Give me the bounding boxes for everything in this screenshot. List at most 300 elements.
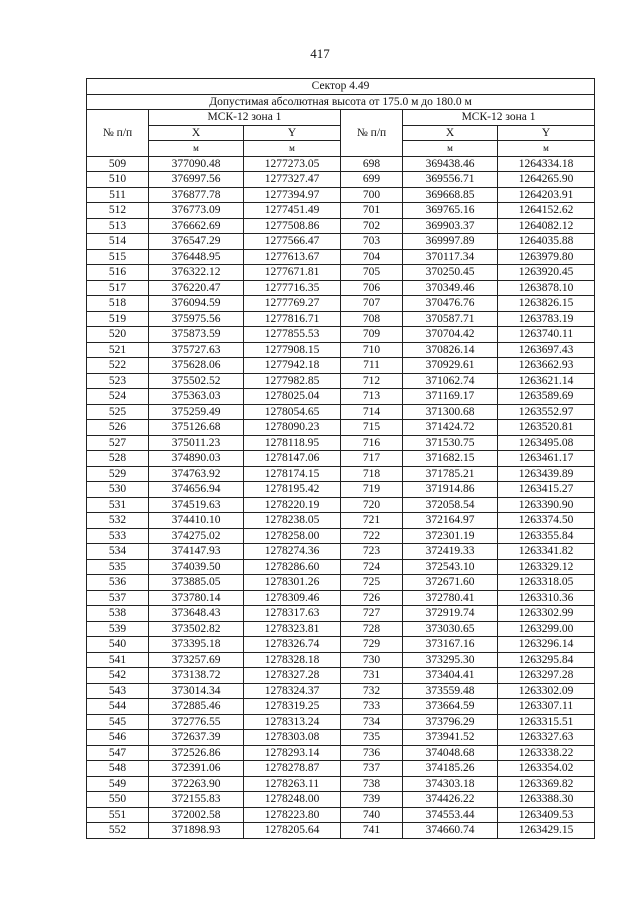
table-row [87, 218, 595, 234]
page-number: 417 [310, 46, 330, 61]
y-value-left: 1278147.06 [244, 451, 341, 467]
y-value-left: 1277908.15 [244, 342, 341, 358]
point-number-right: 707 [341, 296, 403, 312]
x-value-right: 373295.30 [403, 652, 498, 668]
x-value-right: 369556.71 [403, 172, 498, 188]
table-row [87, 311, 595, 327]
point-number-right: 735 [341, 730, 403, 746]
y-value-right: 1263461.17 [498, 451, 595, 467]
x-value-left: 373780.14 [149, 590, 244, 606]
y-header-right: Y [498, 125, 595, 141]
y-value-left: 1278313.24 [244, 714, 341, 730]
point-number-left: 522 [87, 358, 149, 374]
point-number-right: 728 [341, 621, 403, 637]
table-row [87, 792, 595, 808]
y-value-left: 1278301.26 [244, 575, 341, 591]
x-value-left: 373014.34 [149, 683, 244, 699]
point-number-right: 716 [341, 435, 403, 451]
x-value-right: 372543.10 [403, 559, 498, 575]
table-row [87, 451, 595, 467]
y-value-right: 1263307.11 [498, 699, 595, 715]
table-row [87, 420, 595, 436]
y-value-right: 1263429.15 [498, 823, 595, 839]
x-value-right: 373167.16 [403, 637, 498, 653]
y-value-right: 1263621.14 [498, 373, 595, 389]
table-row [87, 652, 595, 668]
x-value-right: 370704.42 [403, 327, 498, 343]
point-number-left: 509 [87, 156, 149, 172]
point-number-left: 523 [87, 373, 149, 389]
x-value-right: 369997.89 [403, 234, 498, 250]
y-value-right: 1263439.89 [498, 466, 595, 482]
point-number-right: 711 [341, 358, 403, 374]
table-row [87, 683, 595, 699]
y-value-right: 1263697.43 [498, 342, 595, 358]
point-number-right: 699 [341, 172, 403, 188]
coordinates-table [86, 78, 595, 839]
y-value-right: 1263369.82 [498, 776, 595, 792]
y-value-left: 1277273.05 [244, 156, 341, 172]
y-value-left: 1277613.67 [244, 249, 341, 265]
y-value-left: 1278248.00 [244, 792, 341, 808]
x-value-left: 374147.93 [149, 544, 244, 560]
y-value-right: 1264203.91 [498, 187, 595, 203]
point-number-right: 708 [341, 311, 403, 327]
y-value-left: 1277769.27 [244, 296, 341, 312]
y-value-right: 1263740.11 [498, 327, 595, 343]
x-value-left: 372002.58 [149, 807, 244, 823]
point-number-right: 713 [341, 389, 403, 405]
x-value-left: 375873.59 [149, 327, 244, 343]
x-value-right: 369903.37 [403, 218, 498, 234]
x-value-right: 371424.72 [403, 420, 498, 436]
x-value-right: 374185.26 [403, 761, 498, 777]
point-number-right: 705 [341, 265, 403, 281]
x-value-left: 375628.06 [149, 358, 244, 374]
y-value-left: 1278293.14 [244, 745, 341, 761]
table-row [87, 404, 595, 420]
x-value-left: 374410.10 [149, 513, 244, 529]
y-value-left: 1278274.36 [244, 544, 341, 560]
point-number-right: 704 [341, 249, 403, 265]
y-value-left: 1278309.46 [244, 590, 341, 606]
point-number-left: 541 [87, 652, 149, 668]
y-value-right: 1263315.51 [498, 714, 595, 730]
x-value-left: 373138.72 [149, 668, 244, 684]
x-value-left: 377090.48 [149, 156, 244, 172]
y-value-right: 1263388.30 [498, 792, 595, 808]
x-value-right: 370476.76 [403, 296, 498, 312]
x-value-left: 375011.23 [149, 435, 244, 451]
table-row [87, 482, 595, 498]
x-value-left: 372155.83 [149, 792, 244, 808]
x-value-left: 376094.59 [149, 296, 244, 312]
y-value-left: 1278195.42 [244, 482, 341, 498]
point-number-right: 729 [341, 637, 403, 653]
point-number-left: 516 [87, 265, 149, 281]
point-number-right: 712 [341, 373, 403, 389]
y-value-left: 1277942.18 [244, 358, 341, 374]
zone-header-right: МСК-12 зона 1 [403, 110, 595, 126]
y-value-right: 1263826.15 [498, 296, 595, 312]
x-value-left: 375363.03 [149, 389, 244, 405]
y-value-right: 1263329.12 [498, 559, 595, 575]
table-row [87, 513, 595, 529]
y-value-left: 1277451.49 [244, 203, 341, 219]
point-number-left: 549 [87, 776, 149, 792]
y-value-right: 1264082.12 [498, 218, 595, 234]
point-number-right: 734 [341, 714, 403, 730]
y-value-left: 1278319.25 [244, 699, 341, 715]
point-number-left: 521 [87, 342, 149, 358]
point-number-right: 720 [341, 497, 403, 513]
zone-header-left: МСК-12 зона 1 [149, 110, 341, 126]
point-number-left: 512 [87, 203, 149, 219]
y-value-right: 1263310.36 [498, 590, 595, 606]
y-value-right: 1263318.05 [498, 575, 595, 591]
point-number-right: 719 [341, 482, 403, 498]
y-value-right: 1264035.88 [498, 234, 595, 250]
point-number-right: 727 [341, 606, 403, 622]
y-value-right: 1263390.90 [498, 497, 595, 513]
point-number-right: 723 [341, 544, 403, 560]
point-number-right: 717 [341, 451, 403, 467]
point-number-right: 715 [341, 420, 403, 436]
y-value-left: 1278238.05 [244, 513, 341, 529]
point-number-right: 698 [341, 156, 403, 172]
table-row [87, 327, 595, 343]
x-value-right: 373941.52 [403, 730, 498, 746]
y-value-left: 1278174.15 [244, 466, 341, 482]
y-value-left: 1277508.86 [244, 218, 341, 234]
point-number-left: 535 [87, 559, 149, 575]
table-row [87, 296, 595, 312]
x-value-left: 375259.49 [149, 404, 244, 420]
y-value-left: 1278054.65 [244, 404, 341, 420]
point-number-left: 534 [87, 544, 149, 560]
y-value-right: 1263415.27 [498, 482, 595, 498]
x-value-left: 376662.69 [149, 218, 244, 234]
point-number-left: 515 [87, 249, 149, 265]
table-row [87, 745, 595, 761]
x-value-right: 374660.74 [403, 823, 498, 839]
y-value-right: 1263520.81 [498, 420, 595, 436]
table-row [87, 544, 595, 560]
x-value-right: 371914.86 [403, 482, 498, 498]
point-number-left: 527 [87, 435, 149, 451]
point-number-left: 525 [87, 404, 149, 420]
x-value-left: 374656.94 [149, 482, 244, 498]
table-body [87, 156, 595, 838]
x-value-left: 372885.46 [149, 699, 244, 715]
y-value-left: 1277671.81 [244, 265, 341, 281]
y-value-right: 1263338.22 [498, 745, 595, 761]
table-row [87, 575, 595, 591]
x-value-left: 376997.56 [149, 172, 244, 188]
point-number-left: 517 [87, 280, 149, 296]
point-number-right: 706 [341, 280, 403, 296]
point-number-left: 513 [87, 218, 149, 234]
x-value-right: 372301.19 [403, 528, 498, 544]
point-number-right: 722 [341, 528, 403, 544]
point-number-left: 536 [87, 575, 149, 591]
y-value-left: 1277394.97 [244, 187, 341, 203]
table-row [87, 699, 595, 715]
x-value-left: 375502.52 [149, 373, 244, 389]
point-number-left: 550 [87, 792, 149, 808]
table-row [87, 590, 595, 606]
table-row [87, 156, 595, 172]
y-value-left: 1278090.23 [244, 420, 341, 436]
x-value-right: 371169.17 [403, 389, 498, 405]
table-row [87, 668, 595, 684]
y-value-left: 1278263.11 [244, 776, 341, 792]
x-value-right: 371785.21 [403, 466, 498, 482]
point-number-left: 511 [87, 187, 149, 203]
point-number-left: 545 [87, 714, 149, 730]
point-number-right: 741 [341, 823, 403, 839]
table-row [87, 234, 595, 250]
x-value-right: 370349.46 [403, 280, 498, 296]
point-number-left: 526 [87, 420, 149, 436]
x-value-right: 373796.29 [403, 714, 498, 730]
y-value-right: 1263355.84 [498, 528, 595, 544]
x-value-left: 375126.68 [149, 420, 244, 436]
table-row [87, 621, 595, 637]
point-number-right: 736 [341, 745, 403, 761]
point-number-left: 532 [87, 513, 149, 529]
x-value-right: 369765.16 [403, 203, 498, 219]
y-value-right: 1263341.82 [498, 544, 595, 560]
y-value-left: 1277327.47 [244, 172, 341, 188]
x-value-left: 376220.47 [149, 280, 244, 296]
point-number-left: 519 [87, 311, 149, 327]
x-value-right: 369438.46 [403, 156, 498, 172]
point-number-right: 739 [341, 792, 403, 808]
x-value-left: 374039.50 [149, 559, 244, 575]
point-number-right: 710 [341, 342, 403, 358]
y-value-right: 1263878.10 [498, 280, 595, 296]
unit-x-left: м [149, 141, 244, 157]
y-value-right: 1263295.84 [498, 652, 595, 668]
point-number-left: 533 [87, 528, 149, 544]
y-value-left: 1278327.28 [244, 668, 341, 684]
x-value-right: 374553.44 [403, 807, 498, 823]
x-value-left: 374890.03 [149, 451, 244, 467]
x-value-left: 374519.63 [149, 497, 244, 513]
y-value-left: 1278323.81 [244, 621, 341, 637]
y-value-right: 1264265.90 [498, 172, 595, 188]
table-row [87, 807, 595, 823]
y-value-right: 1263296.14 [498, 637, 595, 653]
table-row [87, 435, 595, 451]
table-row [87, 606, 595, 622]
point-number-right: 733 [341, 699, 403, 715]
unit-y-right: м [498, 141, 595, 157]
point-number-left: 542 [87, 668, 149, 684]
point-number-right: 724 [341, 559, 403, 575]
point-number-right: 740 [341, 807, 403, 823]
table-row [87, 389, 595, 405]
point-number-left: 538 [87, 606, 149, 622]
point-number-right: 738 [341, 776, 403, 792]
num-header-right: № п/п [341, 110, 403, 157]
table-row [87, 373, 595, 389]
x-value-right: 370929.61 [403, 358, 498, 374]
x-value-right: 372164.97 [403, 513, 498, 529]
x-header-left: X [149, 125, 244, 141]
point-number-left: 552 [87, 823, 149, 839]
point-number-left: 514 [87, 234, 149, 250]
y-header-left: Y [244, 125, 341, 141]
x-value-right: 373559.48 [403, 683, 498, 699]
y-value-left: 1278025.04 [244, 389, 341, 405]
x-value-left: 372263.90 [149, 776, 244, 792]
x-value-left: 376322.12 [149, 265, 244, 281]
y-value-right: 1263297.28 [498, 668, 595, 684]
y-value-left: 1278205.64 [244, 823, 341, 839]
table-row [87, 714, 595, 730]
x-value-right: 373404.41 [403, 668, 498, 684]
x-value-right: 369668.85 [403, 187, 498, 203]
y-value-left: 1278278.87 [244, 761, 341, 777]
point-number-left: 548 [87, 761, 149, 777]
x-value-left: 373502.82 [149, 621, 244, 637]
x-value-right: 370117.34 [403, 249, 498, 265]
x-value-left: 373648.43 [149, 606, 244, 622]
y-value-right: 1263409.53 [498, 807, 595, 823]
y-value-left: 1278303.08 [244, 730, 341, 746]
y-value-right: 1263920.45 [498, 265, 595, 281]
y-value-right: 1263979.80 [498, 249, 595, 265]
x-value-right: 370826.14 [403, 342, 498, 358]
point-number-right: 721 [341, 513, 403, 529]
point-number-left: 551 [87, 807, 149, 823]
y-value-left: 1278258.00 [244, 528, 341, 544]
point-number-left: 539 [87, 621, 149, 637]
point-number-right: 718 [341, 466, 403, 482]
y-value-left: 1278220.19 [244, 497, 341, 513]
table-row [87, 342, 595, 358]
y-value-left: 1278326.74 [244, 637, 341, 653]
x-value-left: 376773.09 [149, 203, 244, 219]
y-value-left: 1278328.18 [244, 652, 341, 668]
point-number-right: 725 [341, 575, 403, 591]
x-value-left: 375727.63 [149, 342, 244, 358]
point-number-left: 537 [87, 590, 149, 606]
y-value-right: 1263327.63 [498, 730, 595, 746]
x-value-left: 372526.86 [149, 745, 244, 761]
point-number-right: 709 [341, 327, 403, 343]
x-value-left: 373395.18 [149, 637, 244, 653]
point-number-left: 524 [87, 389, 149, 405]
x-value-left: 373257.69 [149, 652, 244, 668]
point-number-left: 531 [87, 497, 149, 513]
point-number-right: 732 [341, 683, 403, 699]
x-value-right: 374048.68 [403, 745, 498, 761]
table-row [87, 249, 595, 265]
point-number-left: 518 [87, 296, 149, 312]
point-number-left: 530 [87, 482, 149, 498]
y-value-right: 1263783.19 [498, 311, 595, 327]
x-value-left: 376877.78 [149, 187, 244, 203]
y-value-left: 1278286.60 [244, 559, 341, 575]
y-value-left: 1277816.71 [244, 311, 341, 327]
y-value-left: 1277566.47 [244, 234, 341, 250]
point-number-right: 700 [341, 187, 403, 203]
table-row [87, 823, 595, 839]
point-number-left: 544 [87, 699, 149, 715]
y-value-right: 1263302.09 [498, 683, 595, 699]
x-value-right: 372419.33 [403, 544, 498, 560]
x-value-left: 373885.05 [149, 575, 244, 591]
x-value-left: 375975.56 [149, 311, 244, 327]
y-value-right: 1263354.02 [498, 761, 595, 777]
x-value-left: 372637.39 [149, 730, 244, 746]
point-number-left: 529 [87, 466, 149, 482]
point-number-right: 701 [341, 203, 403, 219]
table-row [87, 466, 595, 482]
point-number-right: 703 [341, 234, 403, 250]
point-number-left: 510 [87, 172, 149, 188]
x-value-left: 374275.02 [149, 528, 244, 544]
table-row [87, 559, 595, 575]
y-value-right: 1263495.08 [498, 435, 595, 451]
y-value-left: 1277716.35 [244, 280, 341, 296]
x-value-right: 370250.45 [403, 265, 498, 281]
point-number-right: 726 [341, 590, 403, 606]
y-value-left: 1277855.53 [244, 327, 341, 343]
y-value-right: 1263299.00 [498, 621, 595, 637]
table-row [87, 497, 595, 513]
height-range-title: Допустимая абсолютная высота от 175.0 м до 180.0 м [87, 94, 595, 110]
y-value-right: 1263302.99 [498, 606, 595, 622]
point-number-right: 730 [341, 652, 403, 668]
x-value-right: 371530.75 [403, 435, 498, 451]
table-row [87, 761, 595, 777]
point-number-left: 528 [87, 451, 149, 467]
x-value-right: 374426.22 [403, 792, 498, 808]
point-number-right: 731 [341, 668, 403, 684]
y-value-left: 1278118.95 [244, 435, 341, 451]
x-value-left: 374763.92 [149, 466, 244, 482]
x-value-right: 372058.54 [403, 497, 498, 513]
point-number-right: 737 [341, 761, 403, 777]
x-header-right: X [403, 125, 498, 141]
table-row [87, 776, 595, 792]
table-row [87, 203, 595, 219]
x-value-right: 371062.74 [403, 373, 498, 389]
x-value-right: 373664.59 [403, 699, 498, 715]
x-value-right: 372780.41 [403, 590, 498, 606]
y-value-left: 1278317.63 [244, 606, 341, 622]
x-value-left: 372391.06 [149, 761, 244, 777]
x-value-left: 371898.93 [149, 823, 244, 839]
y-value-left: 1278324.37 [244, 683, 341, 699]
point-number-left: 543 [87, 683, 149, 699]
x-value-left: 376448.95 [149, 249, 244, 265]
y-value-right: 1264152.62 [498, 203, 595, 219]
x-value-right: 372671.60 [403, 575, 498, 591]
unit-y-left: м [244, 141, 341, 157]
y-value-right: 1263374.50 [498, 513, 595, 529]
point-number-left: 547 [87, 745, 149, 761]
y-value-left: 1278223.80 [244, 807, 341, 823]
x-value-right: 371682.15 [403, 451, 498, 467]
x-value-right: 374303.18 [403, 776, 498, 792]
unit-x-right: м [403, 141, 498, 157]
point-number-left: 520 [87, 327, 149, 343]
